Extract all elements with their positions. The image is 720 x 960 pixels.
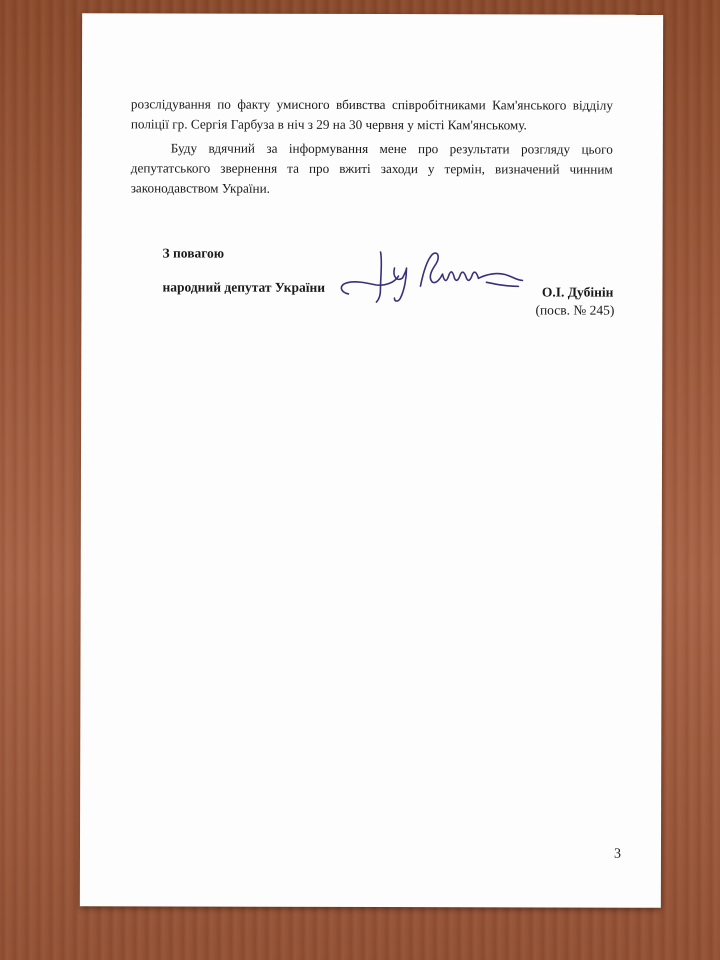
signer-position: народний депутат України — [162, 279, 326, 295]
body-paragraph-1 — [131, 94, 613, 135]
document-page — [80, 13, 663, 908]
page-number: 3 — [613, 846, 621, 862]
certificate-number: (посв. № 245) — [535, 302, 615, 318]
handwritten-signature — [336, 246, 526, 306]
closing-regards: З повагою — [162, 245, 225, 261]
paragraph-line: поліції гр. Сергія Гарбуза в ніч з 29 на 30 червня у місті Кам'янському. — [130, 116, 527, 133]
body-paragraph-2: Буду вдячний за інформування мене про результати розгляду цього депутатського звернення та про вжиті заходи у термін, визначений чинним законодавством України. — [130, 140, 613, 196]
signer-name: О.І. Дубінін — [541, 284, 614, 300]
paragraph-line: розслідування по факту умисного вбивства співробітниками Кам'янського відділу — [130, 96, 613, 113]
